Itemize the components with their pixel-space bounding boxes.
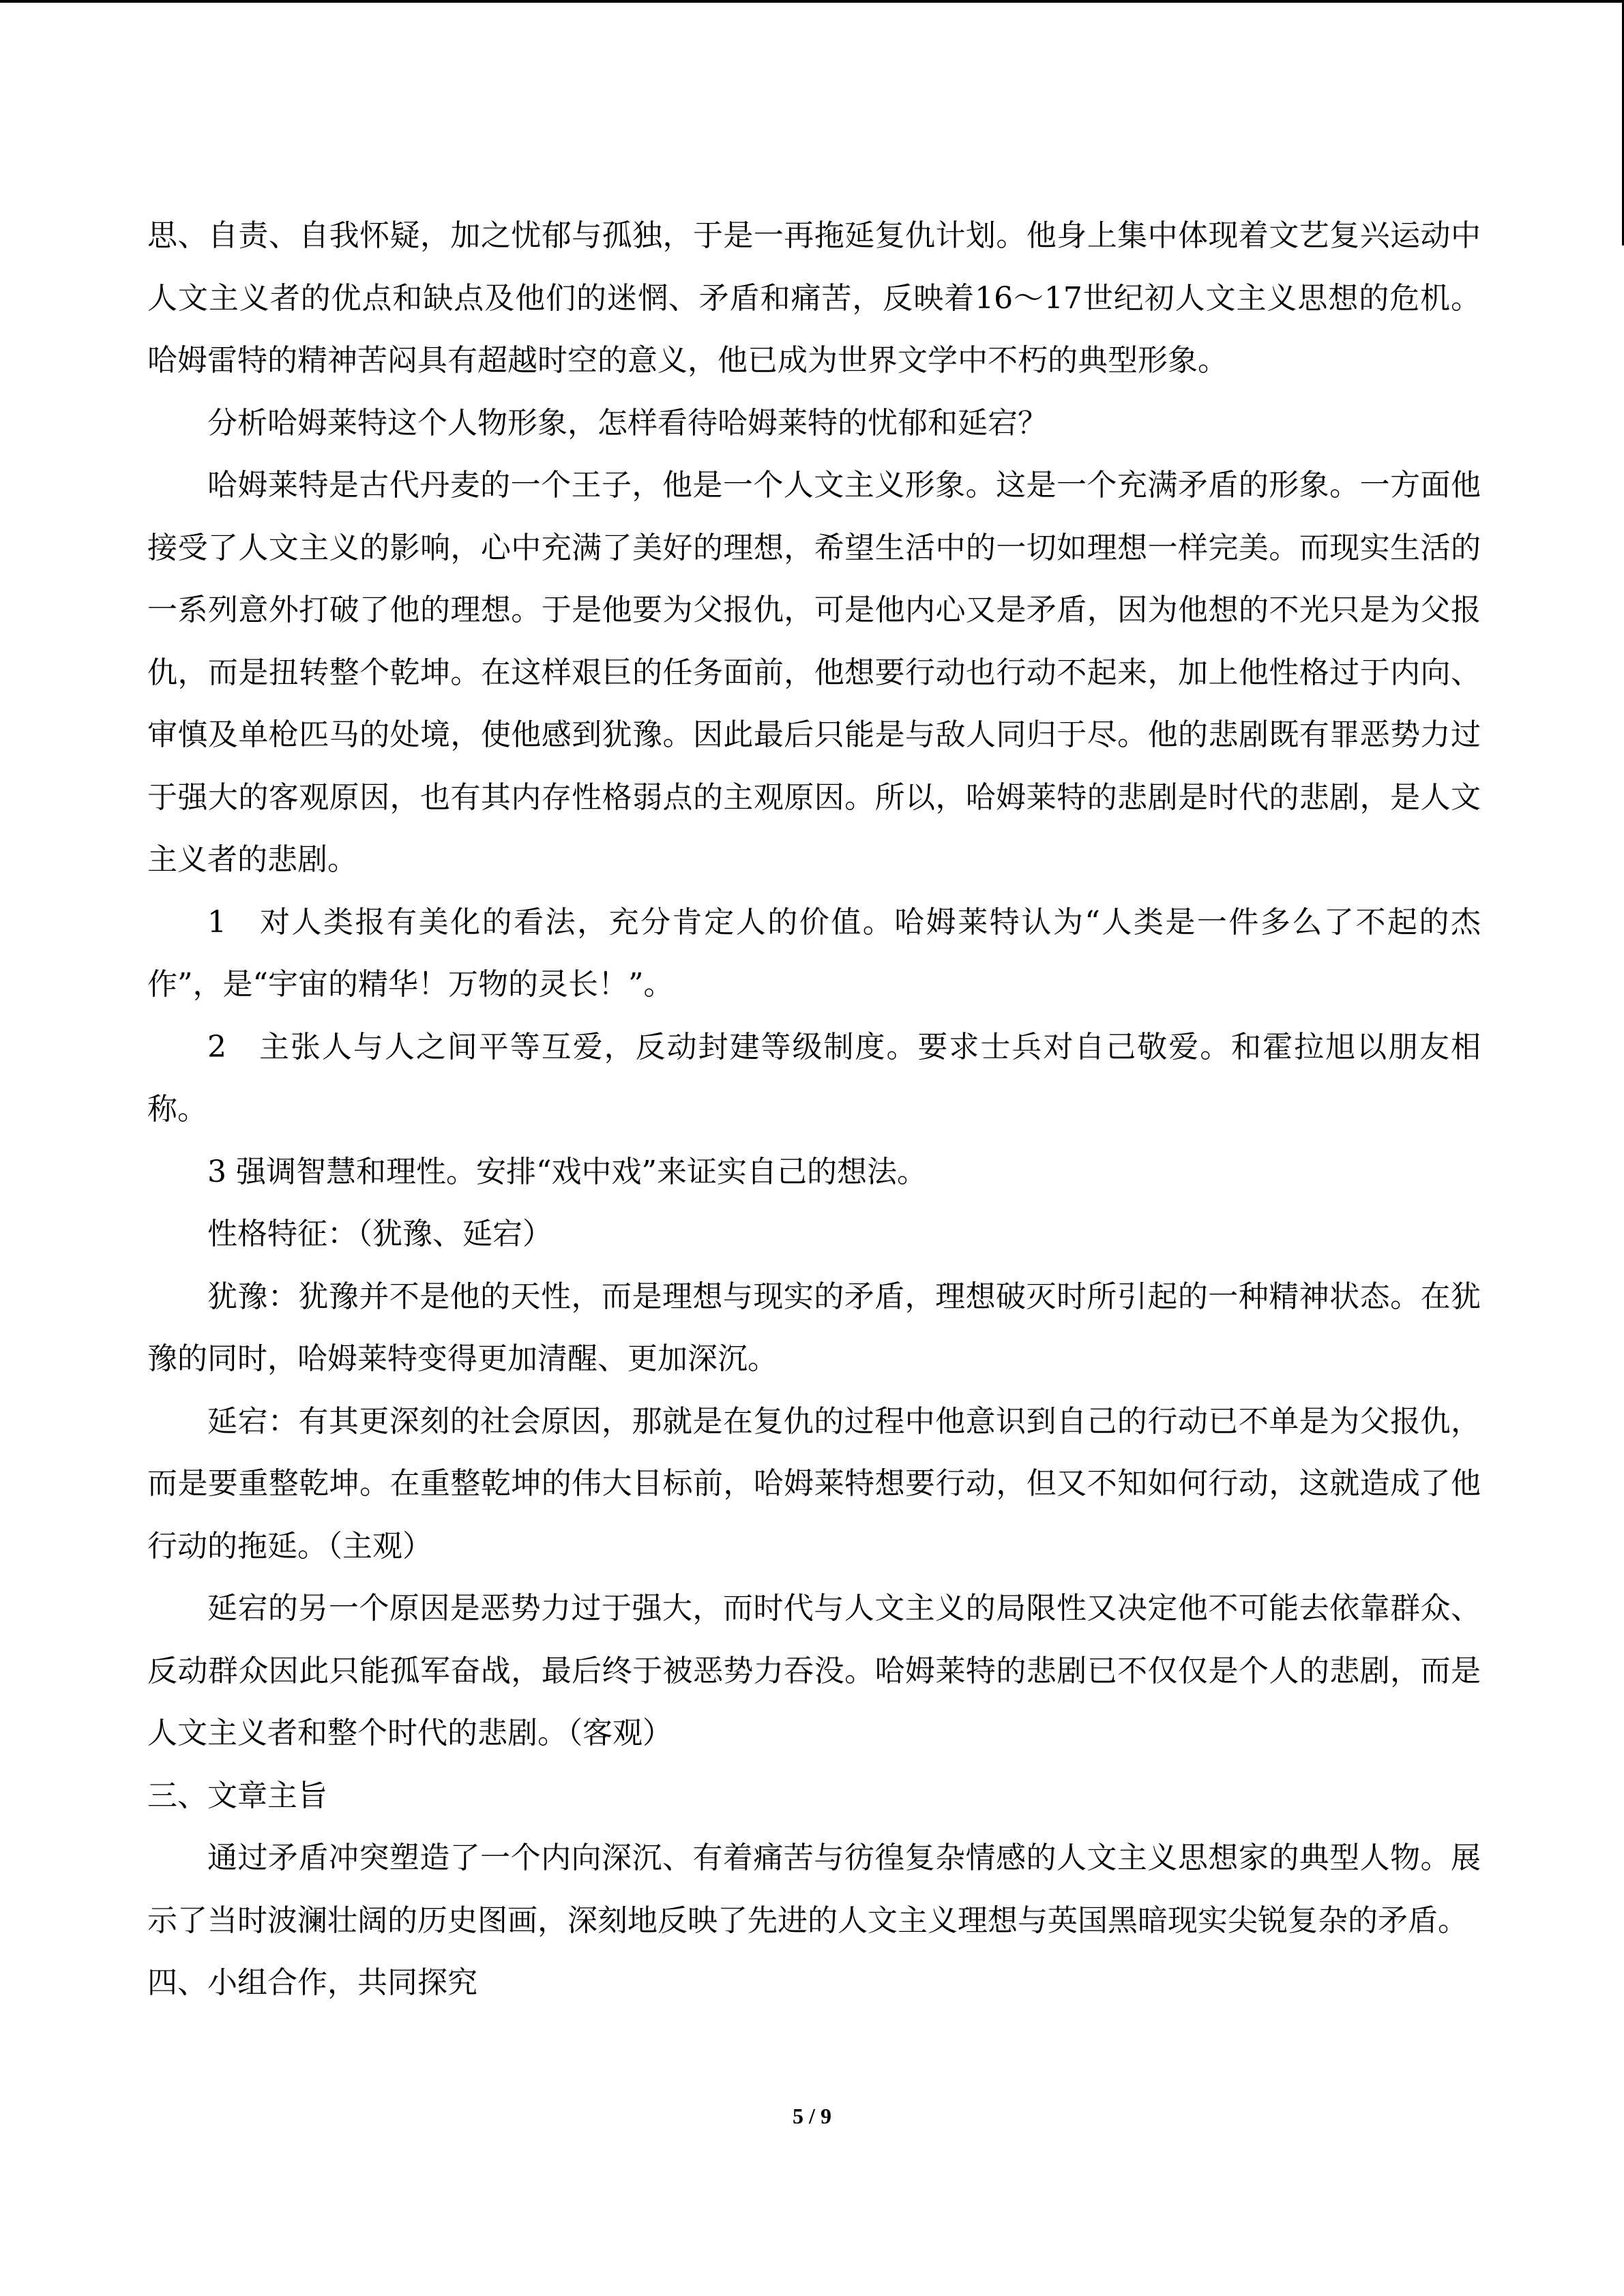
paragraph-analysis-answer: 哈姆莱特是古代丹麦的一个王子，他是一个人文主义形象。这是一个充满矛盾的形象。一方面他接受了人文主义的影响，心中充满了美好的理想，希望生活中的一切如理想一样完美。而现实生活的一系列意外打破了他的理想。于是他要为父报仇，可是他内心又是矛盾，因为他想的不光只是为父报仇，而是扭转整个乾坤。在这样艰巨的任务面前，他想要行动也行动不起来，加上他性格过于内向、审慎及单枪匹马的处境，使他感到犹豫。因此最后只能是与敌人同归于尽。他的悲剧既有罪恶势力过于强大的客观原因，也有其内存性格弱点的主观原因。所以，哈姆莱特的悲剧是时代的悲剧，是人文主义者的悲剧。 [147, 468, 1481, 877]
paragraph-delay-subjective: 延宕：有其更深刻的社会原因，那就是在复仇的过程中他意识到自己的行动已不单是为父报仇，而是要重整乾坤。在重整乾坤的伟大目标前，哈姆莱特想要行动，但又不知如何行动，这就造成了他行动的拖延。（主观） [147, 1403, 1481, 1564]
paragraph-point-1: 1 对人类报有美化的看法，充分肯定人的价值。哈姆莱特认为“人类是一件多么了不起的杰作”，是“宇宙的精华！万物的灵长！”。 [147, 904, 1481, 1002]
paragraph-point-3: 3 强调智慧和理性。安排“戏中戏”来证实自己的想法。 [207, 1154, 927, 1189]
page-number: 5 / 9 [793, 2104, 831, 2128]
paragraph-delay-objective: 延宕的另一个原因是恶势力过于强大，而时代与人文主义的局限性又决定他不可能去依靠群众、反动群众因此只能孤军奋战，最后终于被恶势力吞没。哈姆莱特的悲剧已不仅仅是个人的悲剧，而是人文主义者和整个时代的悲剧。（客观） [147, 1591, 1481, 1750]
paragraph-hesitation: 犹豫：犹豫并不是他的天性，而是理想与现实的矛盾，理想破灭时所引起的一种精神状态。在犹豫的同时，哈姆莱特变得更加清醒、更加深沉。 [147, 1279, 1481, 1376]
document-body [147, 205, 1481, 2014]
paragraph-analysis-question: 分析哈姆莱特这个人物形象，怎样看待哈姆莱特的忧郁和延宕？ [207, 405, 1048, 441]
paragraph-point-2: 2 主张人与人之间平等互爱，反动封建等级制度。要求士兵对自己敬爱。和霍拉旭以朋友相称。 [147, 1029, 1481, 1127]
paragraph-hamlet-summary-continued: 思、自责、自我怀疑，加之忧郁与孤独，于是一再拖延复仇计划。他身上集中体现着文艺复兴运动中人文主义者的优点和缺点及他们的迷惘、矛盾和痛苦，反映着16～17世纪初人文主义思想的危机。哈姆雷特的精神苦闷具有超越时空的意义，他已成为世界文学中不朽的典型形象。 [147, 218, 1481, 378]
paragraph-theme: 通过矛盾冲突塑造了一个内向深沉、有着痛苦与彷徨复杂情感的人文主义思想家的典型人物。展示了当时波澜壮阔的历史图画，深刻地反映了先进的人文主义理想与英国黑暗现实尖锐复杂的矛盾。 [147, 1840, 1481, 1938]
section-heading-group-work: 四、小组合作，共同探究 [147, 1965, 477, 2000]
paragraph-character-traits: 性格特征：（犹豫、延宕） [207, 1217, 552, 1251]
section-heading-theme: 三、文章主旨 [147, 1778, 327, 1813]
top-border-line [0, 0, 1624, 3]
